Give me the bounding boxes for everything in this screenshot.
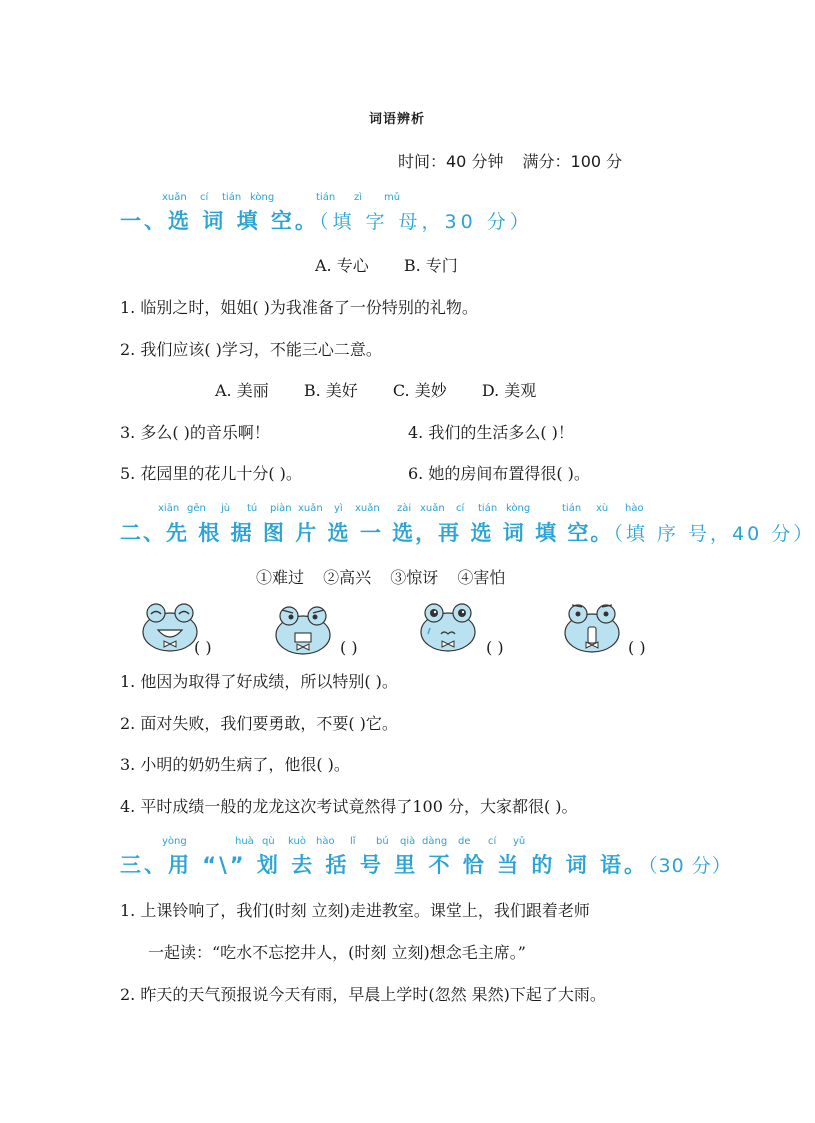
time-limit: 时间：40 分钟 [398, 152, 504, 171]
section-1-title: 一、选 词 填 空。 [120, 209, 319, 233]
section-2-heading [120, 517, 815, 547]
pinyin: bú [376, 836, 389, 847]
pinyin: xuǎn [355, 503, 380, 514]
pinyin: cí [456, 503, 465, 514]
answer-blank: ( ) [628, 638, 646, 657]
happy-frog-icon [140, 598, 200, 654]
question: 2. 我们应该( )学习，不能三心二意。 [120, 340, 382, 359]
pinyin: tián [562, 503, 582, 514]
pinyin: hào [316, 836, 335, 847]
sad-frog-icon [273, 601, 333, 657]
pinyin: kuò [288, 836, 306, 847]
pinyin: kòng [506, 503, 531, 514]
answer-blank: ( ) [340, 638, 358, 657]
pinyin: mǔ [384, 192, 401, 203]
answer-blank: ( ) [194, 638, 212, 657]
section-1-note: （填 字 母，30 分） [318, 211, 533, 233]
pinyin: yì [334, 503, 343, 514]
option-list [315, 253, 458, 276]
pinyin: zì [354, 192, 363, 203]
section-3-title: 三、用 “\” 划 去 括 号 里 不 恰 当 的 词 语。 [120, 853, 649, 877]
option: ③惊讶 [390, 568, 439, 587]
option: C. 美妙 [392, 381, 447, 400]
option: A. 专心 [315, 256, 369, 275]
option: ①难过 [256, 568, 305, 587]
section-3-note: （30 分） [648, 855, 732, 877]
option: ④害怕 [457, 568, 506, 587]
option: B. 美好 [303, 381, 358, 400]
option: B. 专门 [403, 256, 458, 275]
option-list [256, 565, 505, 588]
question: 3. 小明的奶奶生病了，他很( )。 [120, 755, 350, 774]
answer-blank: ( ) [486, 638, 504, 657]
pinyin: qù [262, 836, 275, 847]
pinyin: de [458, 836, 471, 847]
question: 6. 她的房间布置得很( )。 [408, 464, 590, 483]
section-3-heading [120, 849, 732, 879]
pinyin: qià [400, 836, 416, 847]
pinyin: hào [625, 503, 644, 514]
pinyin: cí [200, 192, 209, 203]
pinyin: cí [488, 836, 497, 847]
pinyin: gēn [187, 503, 206, 514]
pinyin: tián [222, 192, 242, 203]
section-2-title: 二、先 根 据 图 片 选 一 选，再 选 词 填 空。 [120, 521, 614, 545]
pinyin: xù [596, 503, 609, 514]
option: ②高兴 [323, 568, 372, 587]
option: A. 美丽 [215, 381, 269, 400]
question: 2. 面对失败，我们要勇敢，不要( )它。 [120, 714, 398, 733]
pinyin: tián [478, 503, 498, 514]
pinyin: dàng [422, 836, 448, 847]
question: 4. 我们的生活多么( )！ [408, 423, 574, 442]
option-list-2 [215, 378, 536, 401]
pinyin: jù [221, 503, 231, 514]
pinyin: kòng [250, 192, 275, 203]
pinyin: xiān [158, 503, 180, 514]
option: D. 美观 [481, 381, 537, 400]
pinyin: xuǎn [298, 503, 323, 514]
surprised-frog-icon [562, 599, 622, 655]
section-1-heading [120, 205, 533, 235]
pinyin: tú [247, 503, 258, 514]
section-2-note: （填 序 号，40 分） [613, 523, 815, 545]
pinyin: piàn [270, 503, 292, 514]
question: 1. 他因为取得了好成绩，所以特别( )。 [120, 672, 398, 691]
page-title: 词语辨析 [368, 112, 425, 127]
question: 2. 昨天的天气预报说今天有雨，早晨上学时(忽然 果然)下起了大雨。 [120, 985, 606, 1004]
pinyin: zài [397, 503, 412, 514]
pinyin: yǔ [513, 836, 526, 847]
question-continued: 一起读：“吃水不忘挖井人，(时刻 立刻)想念毛主席。” [148, 943, 526, 962]
exam-meta [398, 149, 636, 172]
pinyin: xuǎn [162, 192, 187, 203]
question: 1. 临别之时，姐姐( )为我准备了一份特别的礼物。 [120, 298, 478, 317]
question: 4. 平时成绩一般的龙龙这次考试竟然得了100 分，大家都很( )。 [120, 797, 578, 816]
pinyin: yòng [162, 836, 187, 847]
full-score: 满分：100 分 [522, 152, 623, 171]
question: 5. 花园里的花儿十分( )。 [120, 464, 302, 483]
pinyin: huà [235, 836, 254, 847]
pinyin: lǐ [350, 836, 356, 847]
pinyin: xuǎn [420, 503, 445, 514]
pinyin: tián [316, 192, 336, 203]
scared-frog-icon [418, 598, 478, 654]
question: 3. 多么( )的音乐啊！ [120, 423, 270, 442]
question: 1. 上课铃响了，我们(时刻 立刻)走进教室。课堂上，我们跟着老师 [120, 901, 590, 920]
